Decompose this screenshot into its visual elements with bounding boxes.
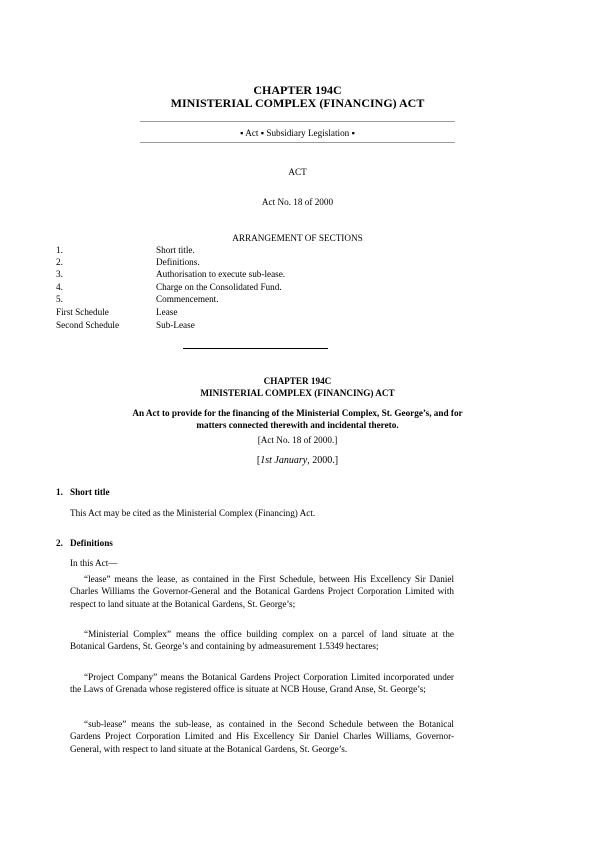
schedule-title: Sub-Lease [156, 320, 195, 330]
section-title: Commencement. [156, 294, 219, 304]
commencement-date-italic: 1st January [260, 455, 308, 466]
definition-sub-lease: “sub-lease” means the sub-lease, as contained in the Second Schedule between the Botanical Gardens Project Corporation Limited and His Excellency Sir Daniel Charles Williams, Governor-General, with respect to land situate at the Botanical Gardens, St. George’s. [70, 719, 454, 754]
nav-bullet-icon: ▪ [260, 128, 265, 138]
section-number: 3. [56, 269, 63, 279]
schedule-title: Lease [156, 307, 178, 317]
section-title: Definitions. [156, 257, 200, 267]
section-number: 1. [56, 487, 63, 497]
section-number: 5. [56, 294, 63, 304]
nav-bullet-icon: ▪ [351, 128, 355, 138]
definitions-intro: In this Act— [70, 558, 118, 568]
section-heading-text: Definitions [70, 538, 113, 548]
commencement-date: [1st January, 2000.] [256, 455, 339, 466]
section-number: 2. [56, 257, 63, 267]
section-title: Authorisation to execute sub-lease. [156, 269, 286, 279]
definition-lease: “lease” means the lease, as contained in the First Schedule, between His Excellency Sir Daniel Charles Williams the Governor-General and the Botanical Gardens Project Corporation Limited with respect to land situate at the Botanical Gardens, St. George’s; [70, 574, 454, 609]
section-number: 2. [56, 538, 63, 548]
arrangement-heading: ARRANGEMENT OF SECTIONS [232, 233, 363, 243]
chapter-heading: CHAPTER 194C [253, 83, 342, 97]
section-heading-text: Short title [70, 487, 110, 497]
body-act-title: MINISTERIAL COMPLEX (FINANCING) ACT [200, 388, 395, 398]
section-1-text: This Act may be cited as the Ministerial Complex (Financing) Act. [70, 508, 316, 518]
nav-rule-top [140, 121, 455, 122]
section-number: 4. [56, 282, 63, 292]
nav-rule-bottom [140, 142, 455, 143]
nav-link-subsidiary-legislation[interactable]: Subsidiary Legislation [266, 128, 350, 138]
body-chapter-heading: CHAPTER 194C [263, 376, 332, 386]
section-title: Charge on the Consolidated Fund. [156, 282, 282, 292]
definition-ministerial-complex: “Ministerial Complex” means the office building complex on a parcel of land situate at the Botanical Gardens, St. George’s and containing by admeasurement 1.5349 hectares; [70, 629, 454, 652]
nav-bullet-icon: ▪ [240, 128, 244, 138]
definition-project-company: “Project Company” means the Botanical Gardens Project Corporation Limited incorporated under the Laws of Grenada whose registered office is situate at NCB House, Grand Anse, St. George’s; [70, 672, 454, 695]
act-reference: [Act No. 18 of 2000.] [257, 435, 338, 445]
long-title-line-2: matters connected therewith and incidental thereto. [196, 420, 399, 430]
divider [183, 348, 328, 349]
act-heading: ACT [288, 167, 307, 177]
act-number: Act No. 18 of 2000 [261, 197, 334, 207]
section-heading-definitions [56, 538, 113, 548]
section-heading-short-title [56, 487, 110, 497]
schedule-label: Second Schedule [56, 320, 120, 330]
section-title: Short title. [156, 245, 195, 255]
section-number: 1. [56, 245, 63, 255]
long-title-line-1: An Act to provide for the financing of the Ministerial Complex, St. George’s, and for [132, 408, 463, 418]
nav-links [0, 127, 595, 139]
nav-link-act[interactable]: Act [245, 128, 259, 138]
schedule-label: First Schedule [56, 307, 109, 317]
act-title: MINISTERIAL COMPLEX (FINANCING) ACT [170, 96, 425, 110]
